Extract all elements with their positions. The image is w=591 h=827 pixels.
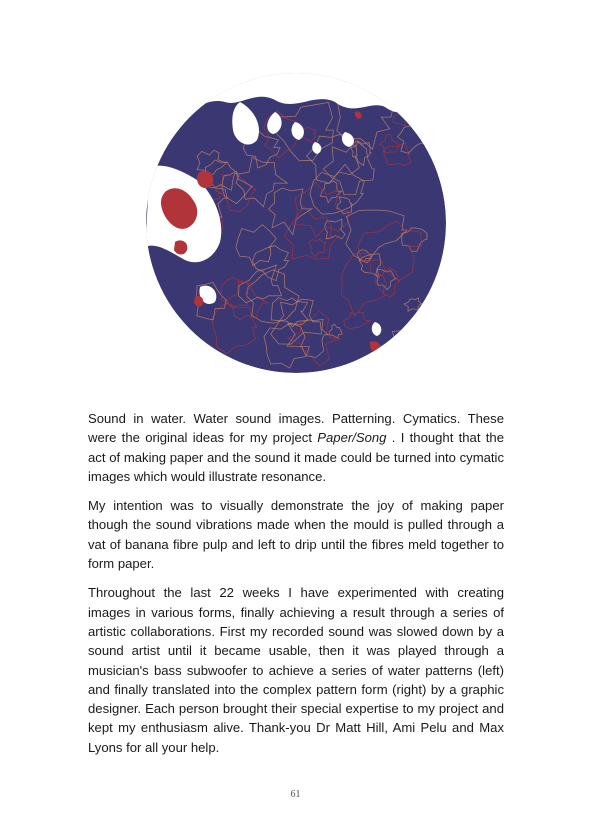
paragraph-3: Throughout the last 22 weeks I have experimented with creating images in various forms, finally achieving a result through a series of artistic collaborations. First my recorded sound was slowed down by a sound artist until it became usable, then it was played through a musician's bass subwoofer to achieve a series of water patterns (left) and finally translated into the complex pattern form (right) by a graphic designer. Each person brought their special expertise to my project and kept my enthusiasm alive. Thank-you Dr Matt Hill, Ami Pelu and Max Lyons for all your help. xyxy=(88,585,504,755)
paragraph-1 xyxy=(88,409,504,486)
contour-line xyxy=(392,328,427,350)
cymatic-pattern-graphic xyxy=(145,72,447,374)
contour-line xyxy=(407,335,426,350)
paragraph-1-text-end: . I thought that the act of making paper and the sound it made could be turned into cymatic images which would illustrate resonance. xyxy=(88,430,504,484)
page-number: 61 xyxy=(290,789,301,800)
project-title: Paper/Song xyxy=(317,430,387,446)
body-text xyxy=(88,409,504,767)
contour-line xyxy=(410,98,438,127)
paragraph-1-text-start: Sound in water. Water sound images. Patterning. Cymatics. These were the original ideas for my project xyxy=(88,411,504,446)
paragraph-2: My intention was to visually demonstrate the joy of making paper though the sound vibrations made when the mould is pulled through a vat of banana fibre pulp and left to drip until the fibres meld together to form paper. xyxy=(88,498,504,572)
cymatic-pattern-image xyxy=(145,72,447,374)
